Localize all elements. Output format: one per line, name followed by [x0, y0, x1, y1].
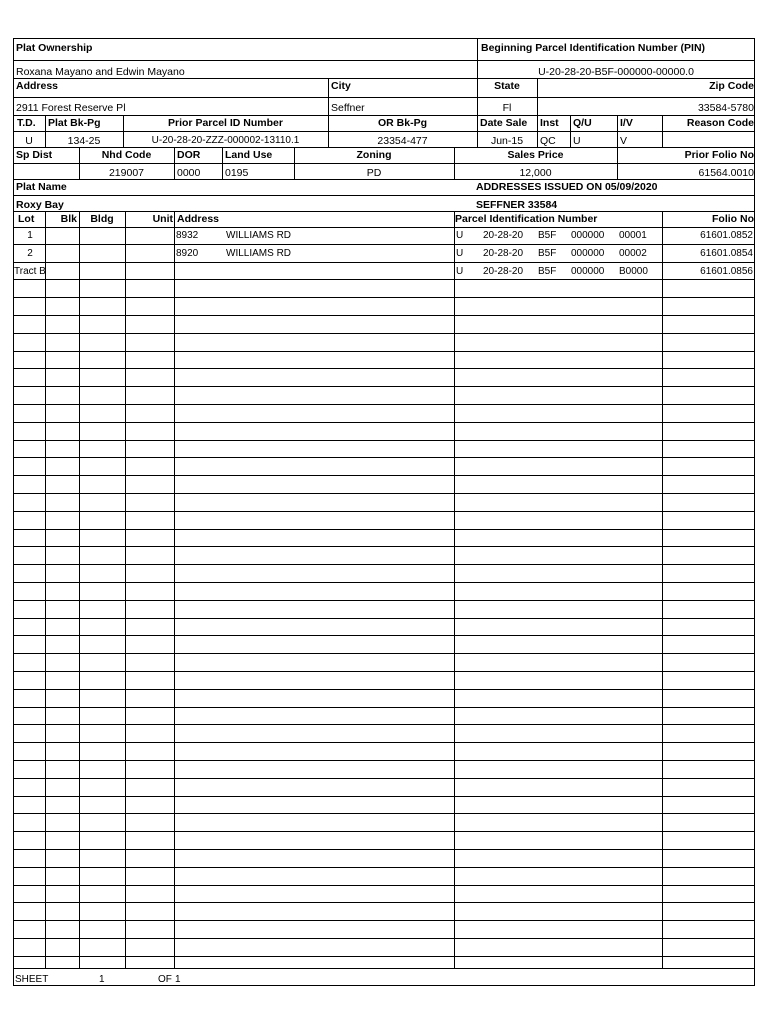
table-row: [13, 601, 755, 619]
table-row: [13, 245, 755, 263]
qu-label: Q/U: [573, 117, 592, 129]
cell-pin-a: 20-28-20: [483, 247, 524, 259]
table-row: [13, 690, 755, 708]
table-row: [13, 476, 755, 494]
state-label: State: [494, 80, 520, 92]
cell-pin-d: 00002: [619, 247, 647, 259]
platbk-label: Plat Bk-Pg: [48, 117, 101, 129]
table-row: [13, 423, 755, 441]
spdist-label: Sp Dist: [16, 149, 53, 161]
table-row: [13, 779, 755, 797]
cell-folio: 61601.0852: [700, 230, 753, 241]
rule: [617, 115, 618, 147]
table-row: [13, 886, 755, 904]
plat-name: Roxy Bay: [16, 199, 64, 211]
nhd-value: 219007: [108, 167, 145, 179]
table-row: [13, 458, 755, 476]
sales-label: Sales Price: [507, 149, 564, 161]
cell-pin-c: 000000: [571, 230, 605, 241]
zoning-label: Zoning: [356, 149, 392, 161]
plat-ownership-label: Plat Ownership: [16, 42, 93, 54]
table-row: [13, 636, 755, 654]
col-pin: Parcel Identification Number: [455, 213, 598, 225]
rule: [537, 78, 538, 115]
table-row: [13, 708, 755, 726]
table-row: [13, 334, 755, 352]
table-row: [13, 868, 755, 886]
cell-folio: 61601.0856: [700, 265, 753, 277]
table-row: [13, 814, 755, 832]
col-folio: Folio No: [712, 213, 754, 225]
table-row: [13, 761, 755, 779]
datesale-value: Jun-15: [490, 135, 524, 147]
table-row: [13, 369, 755, 387]
table-row: [13, 583, 755, 601]
rule: [13, 78, 755, 79]
table-row: [13, 797, 755, 815]
cell-pin-d: B0000: [619, 265, 648, 277]
cell-street: WILLIAMS RD: [226, 230, 292, 241]
address-label: Address: [16, 80, 59, 92]
cell-pin-b: B5F: [538, 230, 557, 241]
sheet-label: SHEET: [15, 974, 49, 985]
rule: [13, 97, 755, 98]
rule: [13, 60, 755, 61]
platname-label: Plat Name: [16, 181, 67, 193]
cell-num: 8920: [176, 247, 199, 259]
table-row: [13, 316, 755, 334]
table-row: [13, 405, 755, 423]
table-row: [13, 227, 755, 245]
table-row: [13, 654, 755, 672]
rule: [13, 131, 755, 132]
rule: [222, 147, 223, 179]
qu-value: U: [573, 135, 581, 147]
cell-pin-b: B5F: [538, 265, 557, 277]
table-row: [13, 619, 755, 637]
owner-name: Roxana Mayano and Edwin Mayano: [16, 66, 185, 78]
sales-value: 12,000: [519, 167, 552, 179]
cell-pin-a: 20-28-20: [483, 230, 524, 241]
table-row: [13, 494, 755, 512]
beginning-pin: U-20-28-20-B5F-000000-00000.0: [538, 66, 694, 78]
iv-label: I/V: [620, 117, 633, 129]
orbk-label: OR Bk-Pg: [377, 117, 427, 129]
table-row: [13, 743, 755, 761]
inst-value: QC: [540, 135, 556, 147]
dor-label: DOR: [177, 149, 201, 161]
table-row: [13, 280, 755, 298]
table-row: [13, 939, 755, 957]
rule: [13, 195, 755, 196]
of-number: 1: [175, 974, 181, 985]
cell-pin-c: 000000: [571, 265, 605, 277]
table-row: [13, 725, 755, 743]
pin-label: Beginning Parcel Identification Number (PIN): [481, 42, 706, 54]
cell-pin-u: U: [456, 265, 464, 277]
owner-address: 2911 Forest Reserve Pl: [16, 102, 126, 114]
table-row: [13, 530, 755, 548]
landuse-value: 0195: [225, 167, 249, 179]
priorfolio-value: 61564.0010: [698, 167, 754, 179]
datesale-label: Date Sale: [480, 117, 528, 129]
owner-state: Fl: [502, 102, 512, 114]
iv-value: V: [620, 135, 628, 147]
td-label: T.D.: [17, 117, 36, 129]
sheet-number: 1: [99, 974, 105, 985]
rule: [13, 968, 755, 969]
rule: [13, 163, 755, 164]
cell-num: 8932: [176, 230, 199, 241]
rule: [570, 115, 571, 147]
col-bldg: Bldg: [90, 213, 114, 225]
table-row: [13, 565, 755, 583]
reason-label: Reason Code: [686, 117, 754, 129]
of-label: OF: [158, 974, 172, 985]
table-row: [13, 903, 755, 921]
table-row: [13, 387, 755, 405]
cell-pin-a: 20-28-20: [483, 265, 524, 277]
td-value: U: [25, 135, 33, 147]
table-row: [13, 850, 755, 868]
col-address: Address: [177, 213, 220, 225]
cell-pin-d: 00001: [619, 230, 647, 241]
dor-value: 0000: [177, 167, 201, 179]
zip-label: Zip Code: [709, 80, 754, 92]
cell-street: WILLIAMS RD: [226, 247, 292, 259]
table-row: [13, 352, 755, 370]
rule: [13, 179, 755, 180]
orbk-value: 23354-477: [377, 135, 428, 147]
owner-zip: 33584-5780: [697, 102, 754, 114]
cell-folio: 61601.0854: [700, 247, 753, 259]
cell-pin-u: U: [456, 230, 464, 241]
cell-pin-b: B5F: [538, 247, 557, 259]
rule: [13, 147, 755, 148]
col-unit: Unit: [152, 213, 173, 225]
col-lot: Lot: [18, 213, 35, 225]
cell-lot: 2: [27, 247, 33, 259]
table-row: [13, 921, 755, 939]
rule: [537, 115, 538, 147]
zoning-value: PD: [366, 167, 382, 179]
col-blk: Blk: [60, 213, 77, 225]
landuse-label: Land Use: [225, 149, 273, 161]
inst-label: Inst: [540, 117, 559, 129]
table-row: [13, 298, 755, 316]
cell-lot: 1: [27, 230, 33, 241]
rule: [13, 115, 755, 116]
priorfolio-label: Prior Folio No: [684, 149, 754, 161]
cell-pin-u: U: [456, 247, 464, 259]
cell-pin-c: 000000: [571, 247, 605, 259]
table-row: [13, 263, 755, 281]
addresses-issued: ADDRESSES ISSUED ON 05/09/2020: [476, 181, 658, 193]
city-label: City: [331, 80, 351, 92]
table-row: [13, 441, 755, 459]
table-row: [13, 672, 755, 690]
prior-parcel-value: U-20-28-20-ZZZ-000002-13110.1: [151, 135, 300, 146]
table-row: [13, 512, 755, 530]
owner-city: Seffner: [331, 102, 365, 114]
table-row: [13, 547, 755, 565]
issued-city: SEFFNER 33584: [476, 199, 558, 211]
cell-lot: Tract B: [14, 265, 46, 277]
rule: [174, 147, 175, 179]
platbk-value: 134-25: [67, 135, 101, 147]
table-row: [13, 832, 755, 850]
prior-parcel-label: Prior Parcel ID Number: [168, 117, 283, 129]
nhd-label: Nhd Code: [101, 149, 152, 161]
